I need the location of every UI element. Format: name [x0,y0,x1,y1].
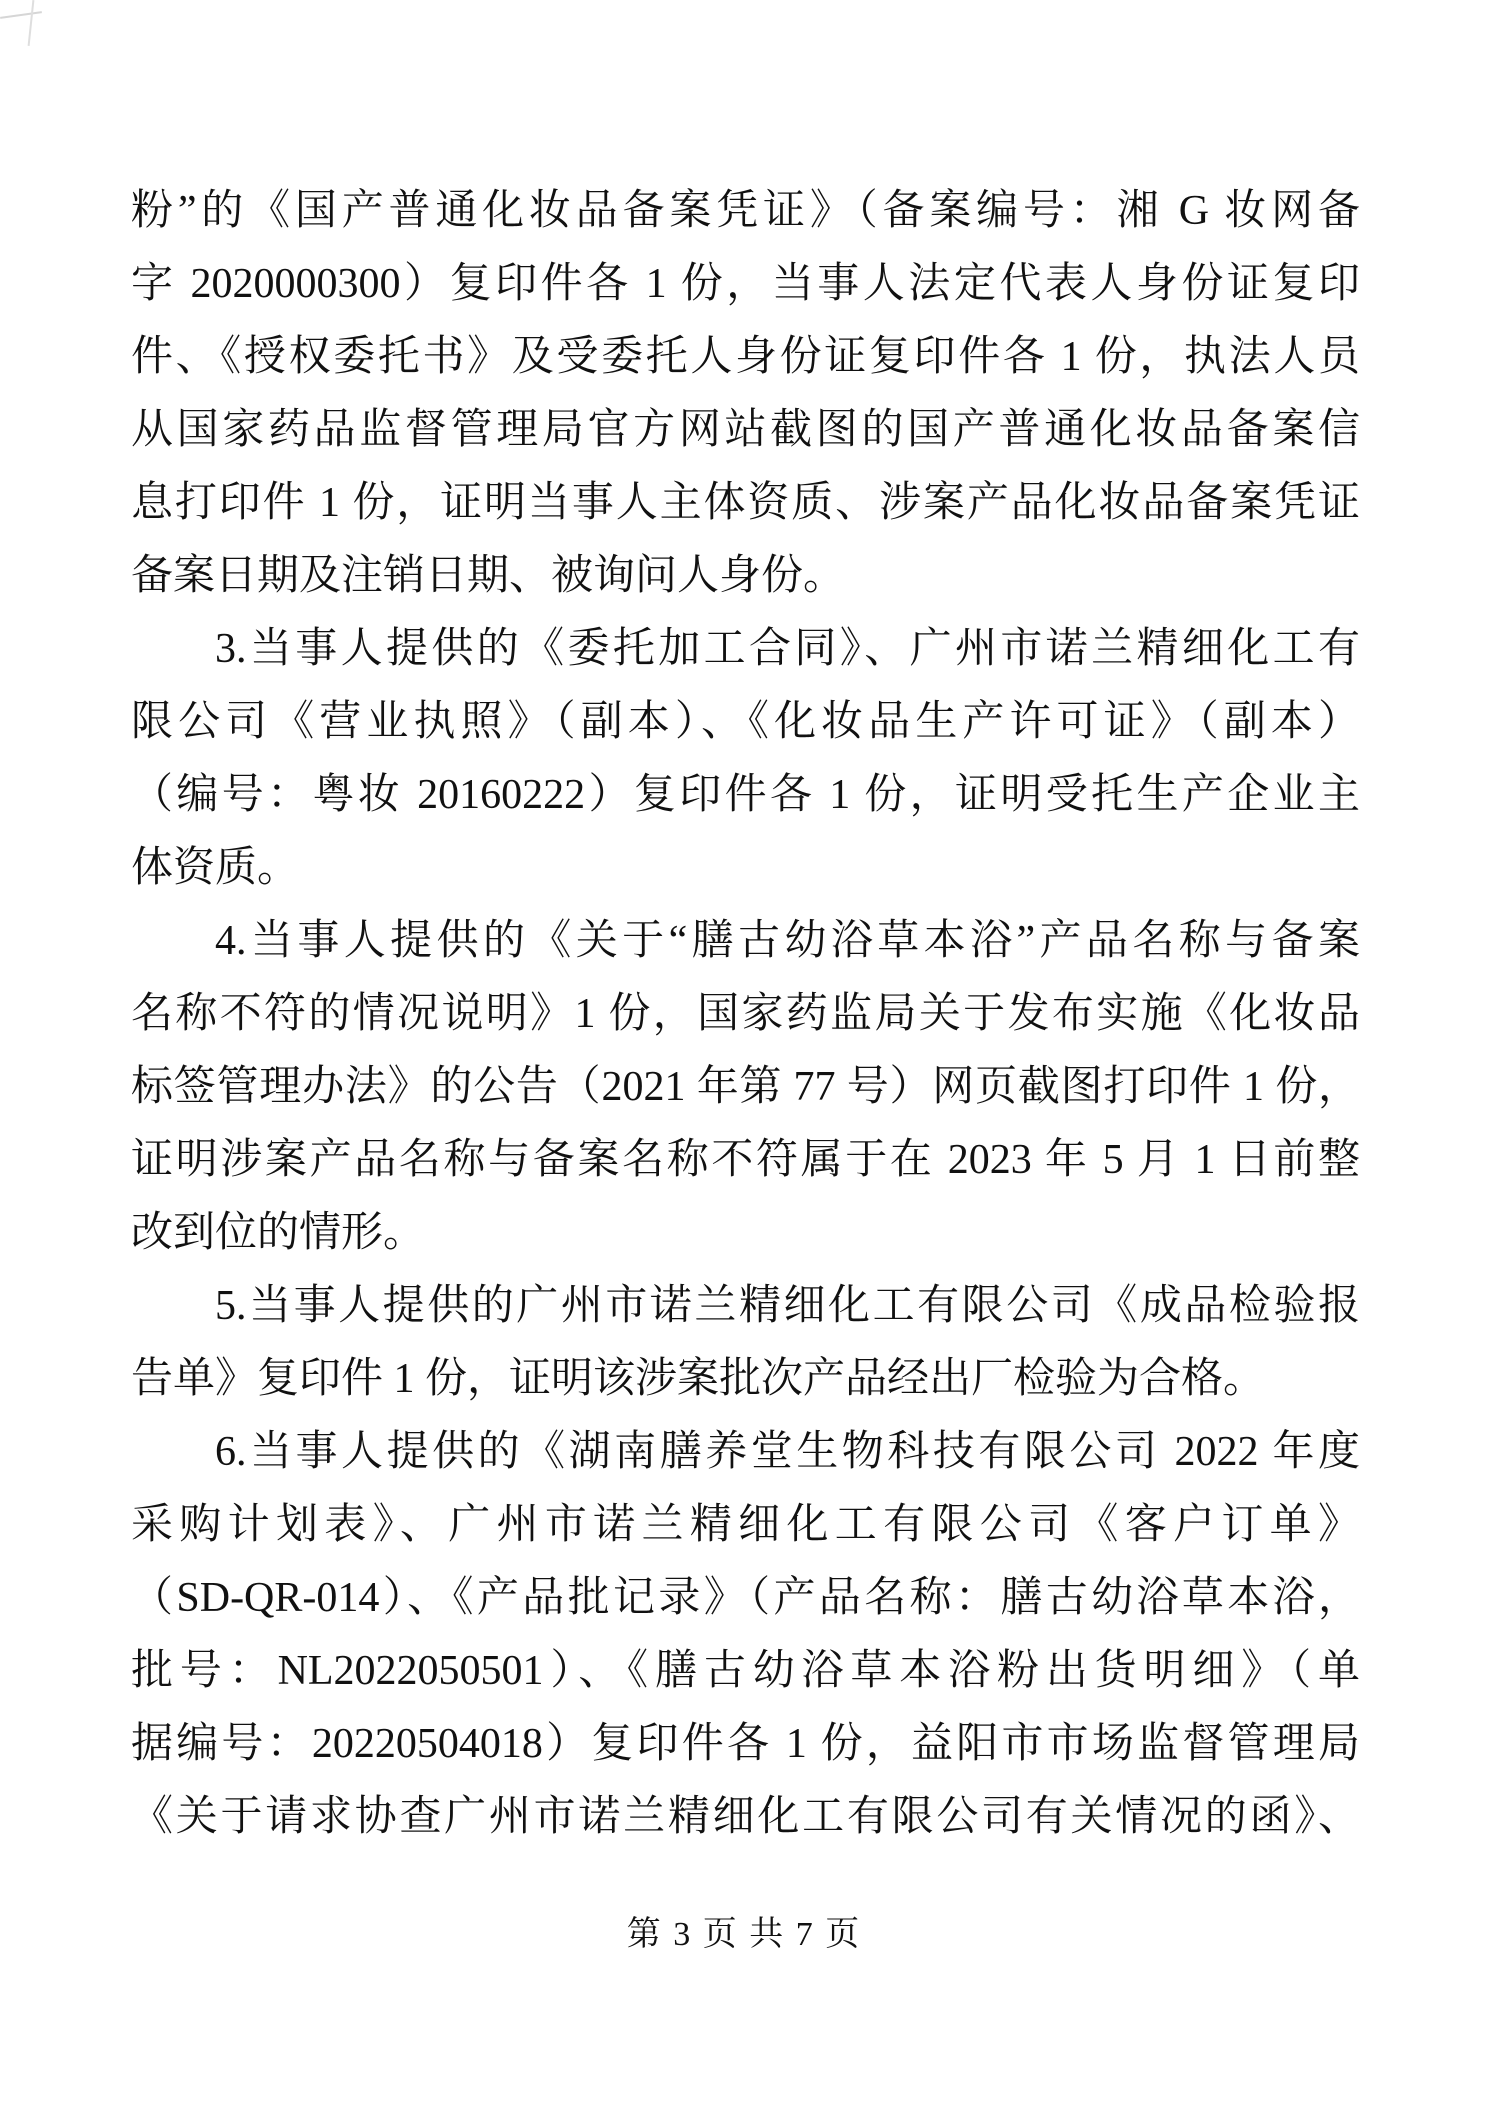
text-line: 批号：NL2022050501）、《膳古幼浴草本浴粉出货明细》（单 [131,1648,1360,1694]
text-line: 件、《授权委托书》及受委托人身份证复印件各 1 份，执法人员 [131,334,1360,380]
text-line: 息打印件 1 份，证明当事人主体资质、涉案产品化妆品备案凭证 [131,480,1360,526]
text-line: 证明涉案产品名称与备案名称不符属于在 2023 年 5 月 1 日前整 [131,1137,1360,1183]
scan-artifact [28,0,35,46]
text-line: 限公司《营业执照》（副本）、《化妆品生产许可证》（副本） [131,699,1360,745]
text-line: 名称不符的情况说明》1 份，国家药监局关于发布实施《化妆品 [131,991,1360,1037]
text-line: 体资质。 [131,845,300,891]
text-line: 3.当事人提供的《委托加工合同》、广州市诺兰精细化工有 [215,626,1360,672]
text-line: 5.当事人提供的广州市诺兰精细化工有限公司《成品检验报 [215,1283,1360,1329]
text-line: 标签管理办法》的公告（2021 年第 77 号）网页截图打印件 1 份， [131,1064,1360,1110]
text-line: 据编号：20220504018）复印件各 1 份，益阳市市场监督管理局 [131,1721,1360,1767]
text-line: 告单》复印件 1 份，证明该涉案批次产品经出厂检验为合格。 [131,1356,1266,1402]
text-line: 6.当事人提供的《湖南膳养堂生物科技有限公司 2022 年度 [215,1429,1360,1475]
text-line: 字 2020000300）复印件各 1 份，当事人法定代表人身份证复印 [131,261,1360,307]
text-line: 粉”的《国产普通化妆品备案凭证》（备案编号：湘 G 妆网备 [131,188,1360,234]
text-line: 采购计划表》、广州市诺兰精细化工有限公司《客户订单》 [131,1502,1360,1548]
text-line: 《关于请求协查广州市诺兰精细化工有限公司有关情况的函》、 [131,1794,1360,1840]
text-line: 备案日期及注销日期、被询问人身份。 [131,553,846,599]
scan-artifact [0,11,42,19]
page-footer: 第 3 页 共 7 页 [626,1916,862,1953]
text-line: 4.当事人提供的《关于“膳古幼浴草本浴”产品名称与备案 [215,918,1360,964]
text-line: 改到位的情形。 [131,1210,426,1256]
text-line: （SD-QR-014）、《产品批记录》（产品名称：膳古幼浴草本浴， [131,1575,1360,1621]
text-line: （编号：粤妆 20160222）复印件各 1 份，证明受托生产企业主 [131,772,1360,818]
document-body [131,175,1360,1854]
text-line: 从国家药品监督管理局官方网站截图的国产普通化妆品备案信 [131,407,1360,453]
